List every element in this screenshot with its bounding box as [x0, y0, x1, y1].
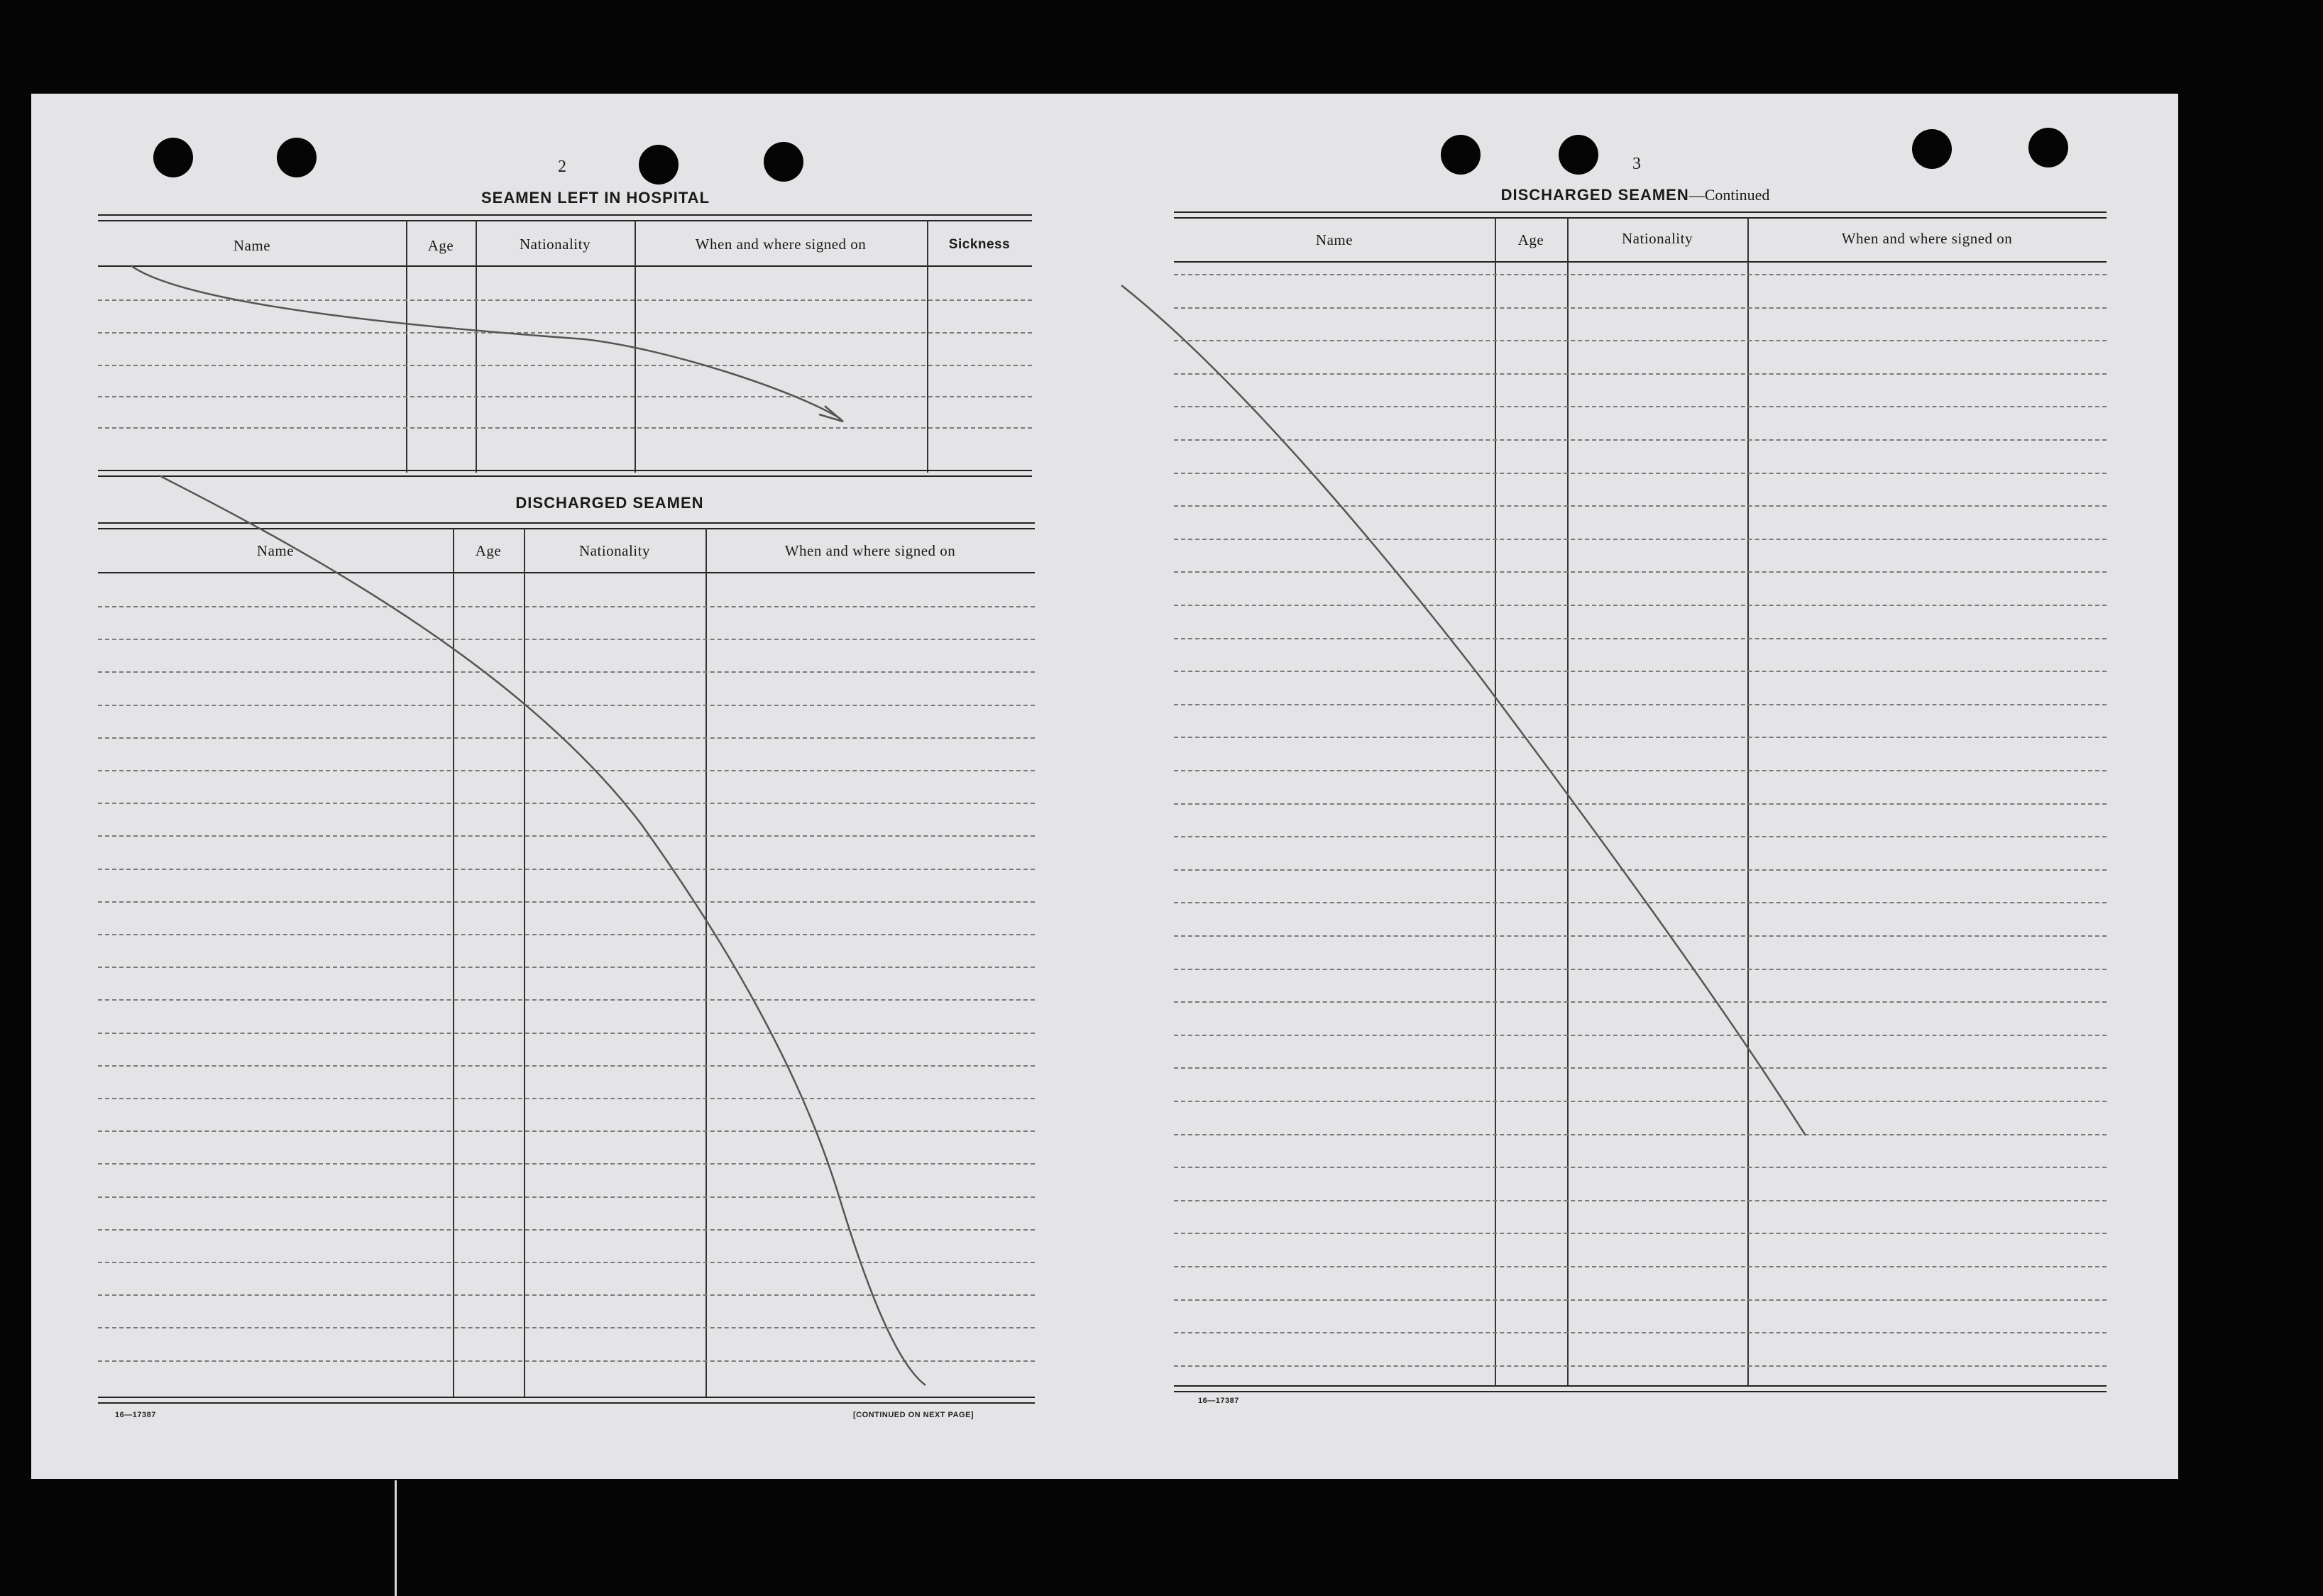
col-head-signed-on: When and where signed on	[784, 542, 956, 559]
section-title-continued: —Continued	[1688, 186, 1770, 204]
col-head-nationality: Nationality	[579, 542, 650, 559]
form-number-left: 16—17387	[115, 1411, 156, 1419]
continued-note: [CONTINUED ON NEXT PAGE]	[853, 1411, 974, 1419]
col-head-nationality: Nationality	[520, 236, 591, 253]
col-head-age: Age	[1517, 231, 1544, 248]
discharged-section-title-left: DISCHARGED SEAMEN	[515, 494, 704, 512]
film-scratch	[395, 1480, 397, 1596]
ledger-sheet	[31, 94, 2178, 1479]
strike-line-hospital	[131, 265, 840, 419]
strike-line-discharged-left	[159, 475, 926, 1385]
col-head-signed-on: When and where signed on	[695, 236, 867, 253]
form-number-right: 16—17387	[1198, 1397, 1239, 1405]
pencil-strike-marks	[31, 94, 2178, 1479]
col-head-nationality: Nationality	[1622, 230, 1693, 247]
hospital-section-title: SEAMEN LEFT IN HOSPITAL	[480, 189, 710, 207]
page-number-left: 2	[558, 158, 566, 176]
col-head-age: Age	[427, 237, 454, 254]
col-head-name: Name	[1315, 231, 1353, 248]
strike-line-discharged-right	[1121, 285, 1806, 1135]
section-title-text: DISCHARGED SEAMEN	[1500, 186, 1689, 204]
col-head-sickness: Sickness	[948, 237, 1011, 252]
col-head-signed-on: When and where signed on	[1841, 230, 2013, 247]
col-head-name: Name	[233, 237, 271, 254]
col-head-name: Name	[256, 542, 295, 559]
col-head-age: Age	[475, 542, 502, 559]
page-number-right: 3	[1632, 155, 1641, 173]
